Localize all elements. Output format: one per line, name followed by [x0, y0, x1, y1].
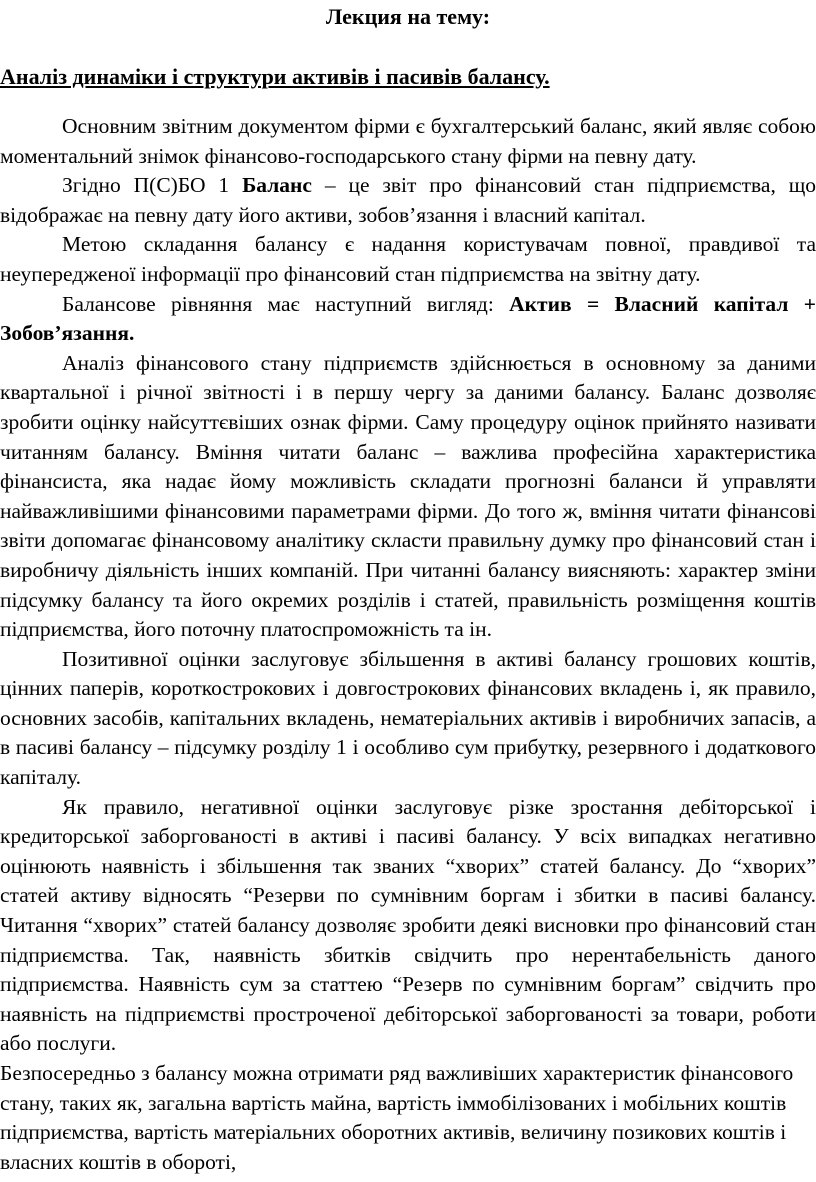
text-run: Балансове рівняння має наступний вигляд: — [62, 291, 510, 316]
paragraph-financial-analysis: Аналіз фінансового стану підприємств здійснюється в основному за даними квартальної і річної звітності і в першу чергу за даними балансу. Баланс дозволяє зробити оцінку найсуттєвіших ознак фірми. Саму процедуру оцінок прийнято називати читанням балансу. Вміння читати баланс – важлива професійна характеристика фінансиста, яка надає йому можливість складати прогнозні баланси й управляти найважливішими фінансовими параметрами фірми. До того ж, вміння читати фінансові звіти допомагає фінансовому аналітику скласти правильну думку про фінансовий стан і виробничу діяльність інших компаній. При читанні балансу виясняють: характер зміни підсумку балансу та його окремих розділів і статей, правильність розміщення коштів підприємства, його поточну платоспроможність та ін. — [0, 350, 816, 642]
paragraph-positive-assessment: Позитивної оцінки заслуговує збільшення в активі балансу грошових коштів, цінних паперів, короткострокових і довгострокових фінансових вкладень і, як правило, основних засобів, капітальних вкладень, нематеріальних активів і виробничих запасів, а в пасиві балансу – підсумку розділу 1 і особливо сум прибутку, резервного і додаткового капіталу. — [0, 646, 816, 790]
paragraph-balance-characteristics: Безпосередньо з балансу можна отримати ряд важливіших характеристик фінансового стану, таких як, загальна вартість майна, вартість іммобілізованих і мобільних коштів підприємства, вартість матеріальних оборотних активів, величину позикових коштів і власних коштів в обороті, — [0, 1061, 794, 1174]
paragraph-balance-definition: Основним звітним документом фірми є бухгалтерський баланс, який являє собою моментальний знімок фінансово-господарського стану фірми на певну дату. — [0, 114, 816, 168]
lecture-subtitle: Аналіз динаміки і структури активів і пасивів балансу. — [0, 64, 550, 89]
text-run: – це звіт про фінансовий стан підприємства, що відображає на певну дату його активи, зобов’язання і власний капітал. — [0, 173, 816, 227]
text-run: Згідно П(С)БО 1 — [62, 173, 243, 198]
paragraph-balance-equation — [0, 290, 816, 349]
paragraph-negative-assessment: Як правило, негативної оцінки заслуговує різке зростання дебіторської і кредиторської заборгованості в активі і пасиві балансу. У всіх випадках негативно оцінюють наявність і збільшення так званих “хворих” статей балансу. До “хворих” статей активу відносять “Резерви по сумнівним боргам і збитки в пасиві балансу. Читання “хворих” статей балансу дозволяє зробити деякі висновки про фінансовий стан підприємства. Так, наявність збитків свідчить про нерентабельність даного підприємства. Наявність сум за статтею “Резерв по сумнівним боргам” свідчить про наявність на підприємстві простроченої дебіторської заборгованості за товари, роботи або послуги. — [0, 794, 816, 1056]
bold-balance-equation: Актив = Власний капітал + Зобов’язання. — [0, 291, 816, 346]
paragraph-balance-purpose: Метою складання балансу є надання користувачам повної, правдивої та неупередженої інформації про фінансовий стан підприємства на звітну дату. — [0, 232, 816, 286]
bold-term-balance: Баланс — [242, 173, 312, 198]
document-body — [0, 112, 816, 1177]
page-title: Лекция на тему: — [325, 4, 491, 29]
paragraph-psbo-balance — [0, 171, 816, 230]
